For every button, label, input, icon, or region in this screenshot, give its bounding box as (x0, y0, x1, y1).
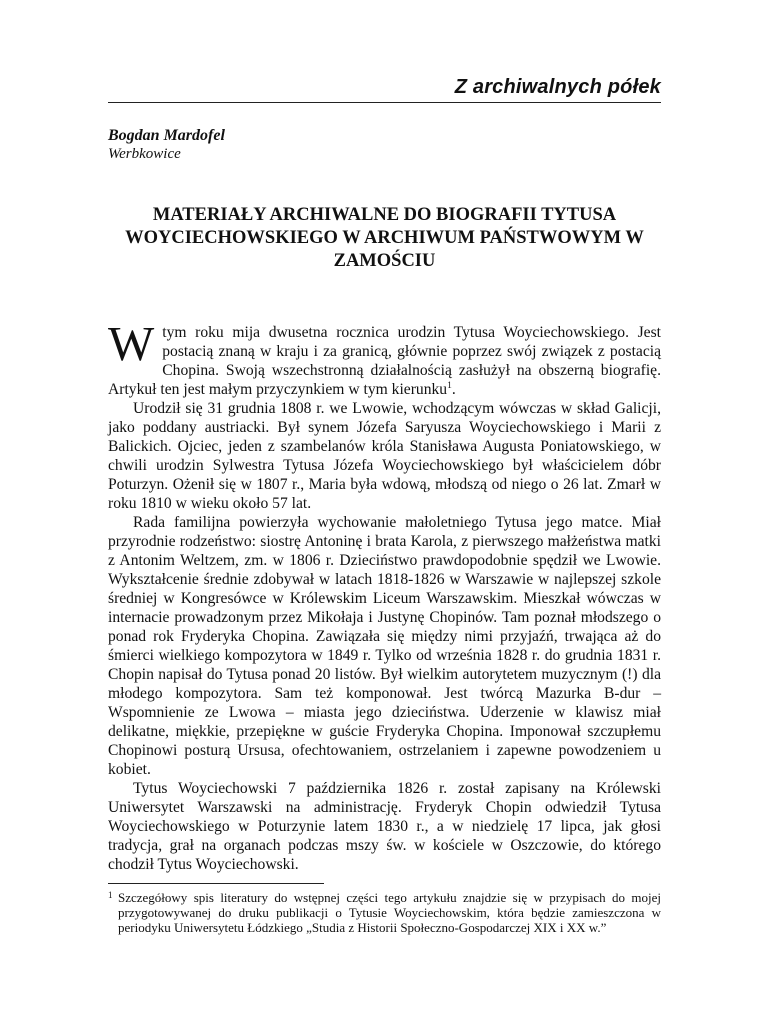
footnote-divider (108, 883, 324, 884)
footnote (108, 890, 661, 935)
article-title: MATERIAŁY ARCHIWALNE DO BIOGRAFII TYTUSA WOYCIECHOWSKIEGO W ARCHIWUM PAŃSTWOWYM W ZAMOŚCIU (125, 205, 644, 271)
author-name: Bogdan Mardofel (108, 127, 225, 144)
drop-cap: W (108, 316, 155, 371)
paragraph-4: Tytus Woyciechowski 7 października 1826 r. został zapisany na Królewski Uniwersytet Warszawski na administrację. Fryderyk Chopin odwiedził Tytusa Woyciechowskiego w Poturzynie latem 1830 r., a w niedzielę 17 lipca, jak głosi tradycja, grał na organach podczas mszy św. w kościele w Oszczowie, do którego chodził Tytus Woyciechowski. (108, 780, 661, 873)
author-block (108, 126, 225, 164)
running-header (108, 70, 661, 103)
paragraph-3: Rada familijna powierzyła wychowanie małoletniego Tytusa jego matce. Miał przyrodnie rodzeństwo: siostrę Antoninę i brata Karola, z pierwszego małżeństwa matki z Antonim Weltzem, zm. w 1806 r. Dzieciństwo prawdopodobnie spędził we Lwowie. Wykształcenie średnie zdobywał w latach 1818-1826 w Warszawie w najlepszej szkole średniej w Kongresówce w Królewskim Liceum Warszawskim. Mieszkał wówczas w internacie prowadzonym przez Mikołaja i Justynę Chopinów. Tam poznał młodszego o ponad rok Fryderyka Chopina. Zawiązała się między nimi przyjaźń, trwająca aż do śmierci wielkiego kompozytora w 1849 r. Tylko od września 1828 r. do grudnia 1831 r. Chopin napisał do Tytusa ponad 20 listów. Był wielkim autorytetem muzycznym (!) dla młodego kompozytora. Sam też komponował. Jest twórcą Mazurka B-dur – Wspomnienie ze Lwowa – miasta jego dzieciństwa. Uderzenie w klawisz miał delikatne, miękkie, przepiękne w guście Fryderyka Chopina. Imponował szczupłemu Chopinowi posturą Ursusa, ofechtowaniem, ostrzelaniem i zapewne powodzeniem u kobiet. (108, 514, 661, 778)
article-body (108, 316, 661, 874)
author-affiliation: Werbkowice (108, 146, 181, 162)
footnote-text: Szczegółowy spis literatury do wstępnej części tego artykułu znajdzie się w przypisach do mojej przygotowywanej do druku publikacji o Tytusie Woyciechowskim, która będzie zamieszczona w periodyku Uniwersytetu Łódzkiego „Studia z Historii Społeczno-Gospodarczej XIX i XX w.” (118, 890, 661, 935)
footnote-mark: 1 (108, 890, 113, 900)
paragraph-1-text: tym roku mija dwusetna rocznica urodzin Tytusa Woyciechowskiego. Jest postacią znaną w kraju i za granicą, głównie poprzez swój związek z postacią Chopina. Swoją wszechstronną działalnością zasłużył na obszerną biografię. Artykuł ten jest małym przyczynkiem w tym kierunku (108, 324, 661, 398)
paragraph-1-end: . (451, 381, 456, 398)
footnote-reference[interactable]: 1 (447, 380, 452, 391)
paragraph-1 (108, 316, 661, 399)
section-title: Z archiwalnych półek (454, 76, 661, 98)
paragraph-2: Urodził się 31 grudnia 1808 r. we Lwowie, wchodzącym wówczas w skład Galicji, jako poddany austriacki. Był synem Józefa Saryusza Woyciechowskiego i Marii z Balickich. Ojciec, jeden z szambelanów króla Stanisława Augusta Poniatowskiego, w chwili urodzin Sylwestra Tytusa Józefa Woyciechowskiego był właścicielem dóbr Poturzyn. Ożenił się w 1807 r., Maria była wdową, młodszą od niego o 26 lat. Zmarł w roku 1810 w wieku około 57 lat. (108, 400, 661, 512)
